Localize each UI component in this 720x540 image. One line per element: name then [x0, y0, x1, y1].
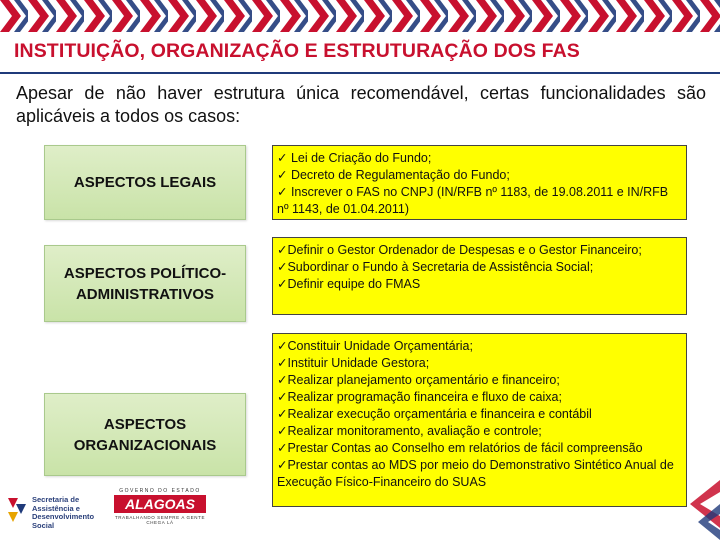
section-label-legais [44, 145, 246, 220]
title-divider [0, 72, 720, 74]
list-item: ✓Realizar monitoramento, avaliação e controle; [277, 424, 542, 438]
secretaria-logo-icon [6, 494, 28, 524]
alagoas-logo-name: ALAGOAS [114, 495, 206, 513]
section-items-politico-administrativos [272, 237, 687, 315]
section-label-organizacionais [44, 393, 246, 476]
list-item: ✓Definir equipe do FMAS [277, 277, 421, 291]
list-item: ✓Realizar programação financeira e fluxo de caixa; [277, 390, 562, 404]
list-item: ✓Realizar execução orçamentária e financeira e contábil [277, 407, 592, 421]
section-label-politico-administrativos [44, 245, 246, 322]
footer-logos [0, 486, 260, 540]
top-chevron-band [0, 0, 720, 32]
alagoas-logo [112, 488, 208, 534]
corner-chevron-decoration [680, 470, 720, 540]
list-item: ✓Prestar contas ao MDS por meio do Demonstrativo Sintético Anual de Execução Físico-Financeiro do SUAS [277, 458, 674, 489]
list-item: ✓ Decreto de Regulamentação do Fundo; [277, 168, 510, 182]
list-item: ✓ Lei de Criação do Fundo; [277, 151, 432, 165]
list-item: ✓ Inscrever o FAS no CNPJ (IN/RFB nº 1183, de 19.08.2011 e IN/RFB nº 1143, de 01.04.2011) [277, 185, 669, 216]
alagoas-logo-tagline: TRABALHANDO SEMPRE A GENTE CHEGA LÁ [114, 515, 206, 525]
list-item: ✓Realizar planejamento orçamentário e financeiro; [277, 373, 560, 387]
list-item: ✓Subordinar o Fundo à Secretaria de Assistência Social; [277, 260, 594, 274]
list-item: ✓Instituir Unidade Gestora; [277, 356, 430, 370]
list-item: ✓Prestar Contas ao Conselho em relatórios de fácil compreensão [277, 441, 643, 455]
section-label-text: ASPECTOS ORGANIZACIONAIS [73, 415, 217, 454]
section-items-legais [272, 145, 687, 220]
chevron-band-decoration [0, 0, 720, 32]
section-label-text: ASPECTOS LEGAIS [73, 174, 217, 191]
section-items-organizacionais [272, 333, 687, 507]
secretaria-logo-text: Secretaria de Assistência e Desenvolvimento Social [32, 495, 95, 530]
alagoas-logo-top: GOVERNO DO ESTADO [119, 488, 201, 494]
intro-text: Apesar de não haver estrutura única recomendável, certas funcionalidades são aplicáveis a todos os casos: [16, 83, 706, 126]
list-item: ✓Definir o Gestor Ordenador de Despesas e o Gestor Financeiro; [277, 243, 642, 257]
secretaria-logo [6, 492, 104, 532]
list-item: ✓Constituir Unidade Orçamentária; [277, 339, 473, 353]
section-label-text: ASPECTOS POLÍTICO-ADMINISTRATIVOS [63, 264, 227, 303]
page-title: INSTITUIÇÃO, ORGANIZAÇÃO E ESTRUTURAÇÃO DOS FAS [14, 40, 580, 62]
